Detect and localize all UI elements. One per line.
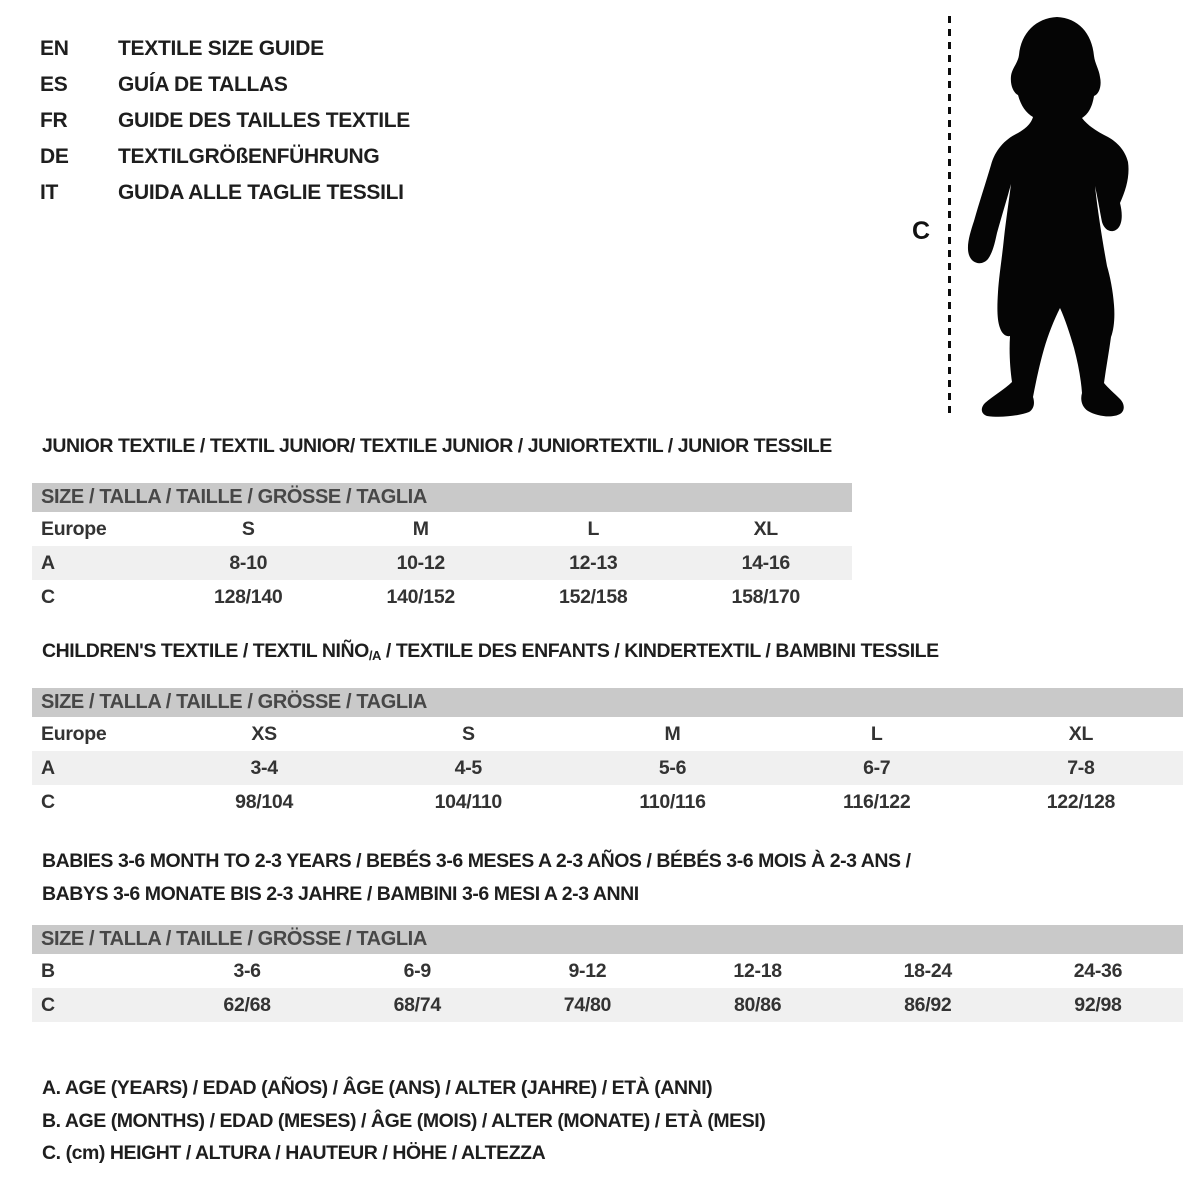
babies-section-title-line2: BABYS 3-6 MONATE BIS 2-3 JAHRE / BAMBINI 3-6 MESI A 2-3 ANNI xyxy=(42,883,639,905)
table-cell: 62/68 xyxy=(223,994,271,1016)
table-cell: 98/104 xyxy=(235,791,294,813)
legend-line-c: C. (cm) HEIGHT / ALTURA / HAUTEUR / HÖHE / ALTEZZA xyxy=(42,1142,546,1164)
row-label: A xyxy=(41,552,55,574)
lang-row-en xyxy=(40,31,410,67)
toddler-silhouette-icon xyxy=(962,14,1142,424)
language-title-list xyxy=(40,31,410,211)
table-cell: XL xyxy=(753,518,778,540)
row-label: C xyxy=(41,994,55,1016)
table-cell: 104/110 xyxy=(434,791,502,813)
table-cell: XL xyxy=(1068,723,1094,745)
table-cell: 12-13 xyxy=(569,552,618,574)
guide-title-fr: GUIDE DES TAILLES TEXTILE xyxy=(118,109,410,132)
row-label: C xyxy=(41,791,55,813)
lang-row-it xyxy=(40,175,410,211)
table-cell: 14-16 xyxy=(741,552,790,574)
table-cell: 7-8 xyxy=(1067,757,1095,779)
table-cell: 24-36 xyxy=(1073,960,1123,982)
table-cell: 10-12 xyxy=(396,552,445,574)
table-cell: L xyxy=(587,518,600,540)
legend xyxy=(42,1072,765,1170)
lang-row-fr xyxy=(40,103,410,139)
table-row xyxy=(32,751,1183,785)
row-label: A xyxy=(41,757,55,779)
children-title-rest: / TEXTILE DES ENFANTS / KINDERTEXTIL / BAMBINI TESSILE xyxy=(380,640,939,662)
legend-line-a: A. AGE (YEARS) / EDAD (AÑOS) / ÂGE (ANS) / ALTER (JAHRE) / ETÀ (ANNI) xyxy=(42,1077,713,1099)
row-label: Europe xyxy=(41,518,107,540)
junior-size-header: SIZE / TALLA / TAILLE / GRÖSSE / TAGLIA xyxy=(32,483,852,512)
junior-table xyxy=(32,483,852,614)
babies-size-header: SIZE / TALLA / TAILLE / GRÖSSE / TAGLIA xyxy=(32,925,1183,954)
legend-line-b: B. AGE (MONTHS) / EDAD (MESES) / ÂGE (MOIS) / ALTER (MONATE) / ETÀ (MESI) xyxy=(42,1109,766,1132)
table-row xyxy=(32,954,1183,988)
row-label: B xyxy=(41,960,55,982)
table-cell: 6-7 xyxy=(863,757,891,779)
table-cell: 116/122 xyxy=(843,791,911,813)
lang-row-de xyxy=(40,139,410,175)
children-title-sub: /A xyxy=(368,648,381,663)
table-cell: S xyxy=(461,723,475,745)
children-section-title xyxy=(42,640,939,663)
table-cell: 9-12 xyxy=(568,960,607,982)
table-cell: 12-18 xyxy=(733,960,782,982)
table-cell: L xyxy=(870,723,883,745)
table-row xyxy=(32,546,852,580)
table-cell: 122/128 xyxy=(1046,791,1116,813)
babies-table xyxy=(32,925,1183,1022)
children-size-header: SIZE / TALLA / TAILLE / GRÖSSE / TAGLIA xyxy=(32,688,1183,717)
babies-section-title-line1: BABIES 3-6 MONTH TO 2-3 YEARS / BEBÉS 3-6 MESES A 2-3 AÑOS / BÉBÉS 3-6 MOIS À 2-3 ANS / xyxy=(42,850,911,872)
row-label: C xyxy=(41,586,55,608)
guide-title-de: TEXTILGRÖßENFÜHRUNG xyxy=(118,145,380,168)
guide-title-es: GUÍA DE TALLAS xyxy=(118,73,288,96)
table-row xyxy=(32,988,1183,1022)
table-cell: 4-5 xyxy=(454,757,482,779)
table-cell: 140/152 xyxy=(386,586,455,608)
lang-code: DE xyxy=(40,145,69,168)
table-cell: 68/74 xyxy=(393,994,441,1016)
guide-title-en: TEXTILE SIZE GUIDE xyxy=(118,37,324,60)
table-cell: M xyxy=(664,723,681,745)
row-label: Europe xyxy=(41,723,107,745)
guide-title-it: GUIDA ALLE TAGLIE TESSILI xyxy=(118,181,404,204)
table-cell: 128/140 xyxy=(214,586,283,608)
height-measure-label: C xyxy=(912,217,931,245)
table-cell: S xyxy=(241,518,255,540)
table-cell: 158/170 xyxy=(731,586,800,608)
table-cell: XS xyxy=(251,723,277,745)
table-cell: M xyxy=(412,518,429,540)
table-cell: 18-24 xyxy=(903,960,952,982)
table-cell: 92/98 xyxy=(1074,994,1122,1016)
table-cell: 80/86 xyxy=(733,994,782,1016)
table-row xyxy=(32,580,852,614)
junior-section-title: JUNIOR TEXTILE / TEXTIL JUNIOR/ TEXTILE JUNIOR / JUNIORTEXTIL / JUNIOR TESSILE xyxy=(42,435,832,457)
table-cell: 3-6 xyxy=(233,960,261,982)
table-cell: 6-9 xyxy=(403,960,431,982)
children-table xyxy=(32,688,1183,819)
table-cell: 5-6 xyxy=(658,757,687,779)
table-row xyxy=(32,785,1183,819)
table-row xyxy=(32,512,852,546)
table-cell: 152/158 xyxy=(559,586,628,608)
table-row xyxy=(32,717,1183,751)
table-cell: 86/92 xyxy=(904,994,952,1016)
lang-code: FR xyxy=(40,109,68,132)
lang-code: ES xyxy=(40,73,68,96)
table-cell: 110/116 xyxy=(639,791,706,813)
table-cell: 3-4 xyxy=(250,757,278,779)
table-cell: 8-10 xyxy=(229,552,268,574)
height-dashed-line xyxy=(948,16,951,416)
table-cell: 74/80 xyxy=(563,994,612,1016)
children-title-main: CHILDREN'S TEXTILE / TEXTIL NIÑO xyxy=(42,640,369,662)
lang-code: IT xyxy=(40,181,59,204)
lang-row-es xyxy=(40,67,410,103)
lang-code: EN xyxy=(40,37,69,60)
